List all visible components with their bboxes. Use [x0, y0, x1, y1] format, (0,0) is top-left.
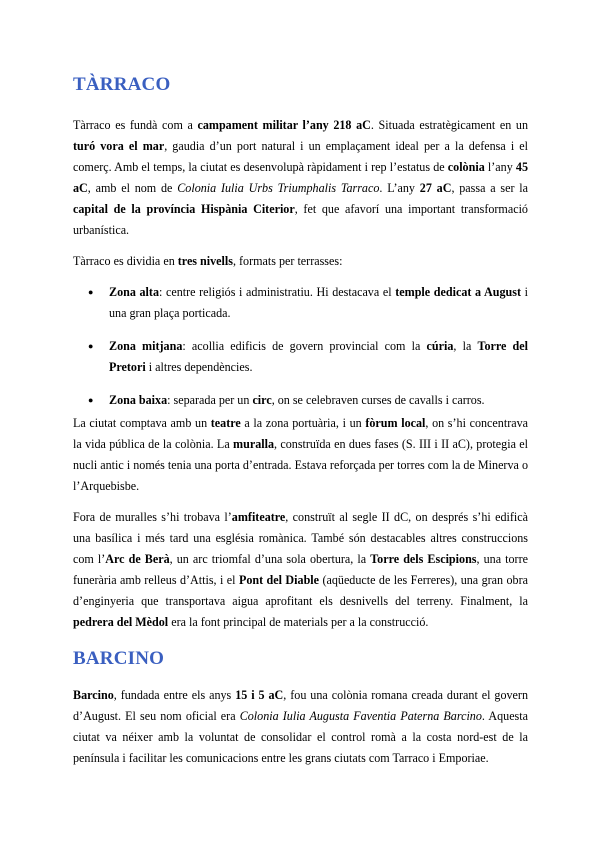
- text-run: . Aquesta ciutat va néixer amb la voluntat de consolidar el control romà a la costa nord-est de la península i facilitar les comunicacions entre les grans ciutats com Tarraco i Emporiae.: [73, 709, 528, 765]
- list-item-zona-baixa: [73, 390, 528, 411]
- bold-term: Torre del Pretori: [109, 339, 528, 374]
- text-run: Tàrraco es dividia en: [73, 254, 178, 268]
- text-run: , un arc triomfal d’una sola obertura, la: [169, 552, 371, 566]
- text-run: , construïda en dues fases (S. III i II aC), protegia el nucli antic i només tenia una porta d’entrada. Estava reforçada per torres com la de Minerva o l’Arquebisbe.: [73, 437, 528, 493]
- paragraph-tarraco-levels-intro: [73, 251, 528, 272]
- text-run: , on s’hi concentrava la vida pública de la colònia. La: [73, 416, 529, 451]
- text-run: , passa a ser la: [451, 181, 529, 195]
- text-run: era la font principal de materials per a la construcció.: [168, 615, 429, 629]
- bold-term: campament militar l’any 218 aC: [197, 118, 371, 132]
- paragraph-tarraco-outside-walls: [73, 507, 528, 633]
- bold-term: Torre dels Escipions: [370, 552, 477, 566]
- section-heading-tarraco: TÀRRACO: [73, 74, 171, 95]
- text-run: , formats per terrasses:: [232, 254, 343, 268]
- bold-term: turó vora el mar: [73, 139, 165, 153]
- text-run: : centre religiós i administratiu. Hi destacava el: [159, 285, 396, 299]
- italic-term: Colonia Iulia Augusta Faventia Paterna Barcino: [239, 709, 482, 723]
- text-run: . L’any: [379, 181, 420, 195]
- bold-term: tres nivells: [177, 254, 233, 268]
- bold-term: 45 aC: [73, 160, 528, 195]
- bold-term: fòrum local: [365, 416, 426, 430]
- text-run: , fet que afavorí una important transformació urbanística.: [73, 202, 528, 237]
- levels-list: [73, 282, 528, 423]
- text-run: , construït al segle II dC, on després s’hi edificà una basílica i més tard una església romànica. També són destacables altres construccions com l’: [73, 510, 528, 566]
- text-run: , la: [453, 339, 478, 353]
- text-run: , fou una colònia romana creada durant el govern d’August. El seu nom oficial era: [73, 688, 528, 723]
- bold-term: temple dedicat a August: [395, 285, 521, 299]
- text-run: La ciutat comptava amb un: [73, 416, 211, 430]
- bold-term: Zona alta: [109, 285, 159, 299]
- bold-term: Zona baixa: [109, 393, 168, 407]
- text-run: Tàrraco es fundà com a: [73, 118, 198, 132]
- text-run: i altres dependències.: [145, 360, 253, 374]
- text-run: (aqüeducte de les Ferreres), una gran obra d’enginyeria que transportava aigua aprofitant els desnivells del terreny. Finalment, la: [73, 573, 528, 608]
- text-run: a la zona portuària, i un: [240, 416, 366, 430]
- text-run: , fundada entre els anys: [113, 688, 236, 702]
- bold-term: pedrera del Mèdol: [73, 615, 169, 629]
- bold-term: circ: [252, 393, 272, 407]
- bold-term: amfiteatre: [231, 510, 286, 524]
- text-run: , on se celebraven curses de cavalls i carros.: [271, 393, 485, 407]
- paragraph-barcino: [73, 685, 528, 769]
- bold-term: Zona mitjana: [109, 339, 183, 353]
- bold-term: Pont del Diable: [238, 573, 320, 587]
- italic-term: Colonia Iulia Urbs Triumphalis Tarraco: [177, 181, 380, 195]
- text-run: , gaudia d’un port natural i un emplaçament ideal per a la defensa i el comerç. Amb el temps, la ciutat es desenvolupà ràpidament i rep l’estatus de: [73, 139, 528, 174]
- text-run: . Situada estratègicament en un: [370, 118, 528, 132]
- text-run: : separada per un: [167, 393, 253, 407]
- text-run: i una gran plaça porticada.: [109, 285, 528, 320]
- paragraph-tarraco-foundation: [73, 115, 528, 241]
- bold-term: Barcino: [73, 688, 114, 702]
- bold-term: teatre: [210, 416, 241, 430]
- text-run: Fora de muralles s’hi trobava l’: [73, 510, 232, 524]
- text-run: l’any: [484, 160, 516, 174]
- bold-term: colònia: [447, 160, 485, 174]
- text-run: : acollia edificis de govern provincial com la: [182, 339, 427, 353]
- list-item-zona-alta: [73, 282, 528, 324]
- paragraph-tarraco-theatre-walls: [73, 413, 528, 497]
- list-item-zona-mitjana: [73, 336, 528, 378]
- bold-term: cúria: [426, 339, 454, 353]
- text-run: , amb el nom de: [87, 181, 178, 195]
- text-run: , una torre funerària amb relleus d’Attis, i el: [73, 552, 528, 587]
- bold-term: muralla: [233, 437, 275, 451]
- bold-term: 27 aC: [419, 181, 452, 195]
- section-heading-barcino: BARCINO: [73, 648, 165, 669]
- bold-term: capital de la província Hispània Citerior: [73, 202, 295, 216]
- bold-term: 15 i 5 aC: [235, 688, 284, 702]
- bold-term: Arc de Berà: [105, 552, 170, 566]
